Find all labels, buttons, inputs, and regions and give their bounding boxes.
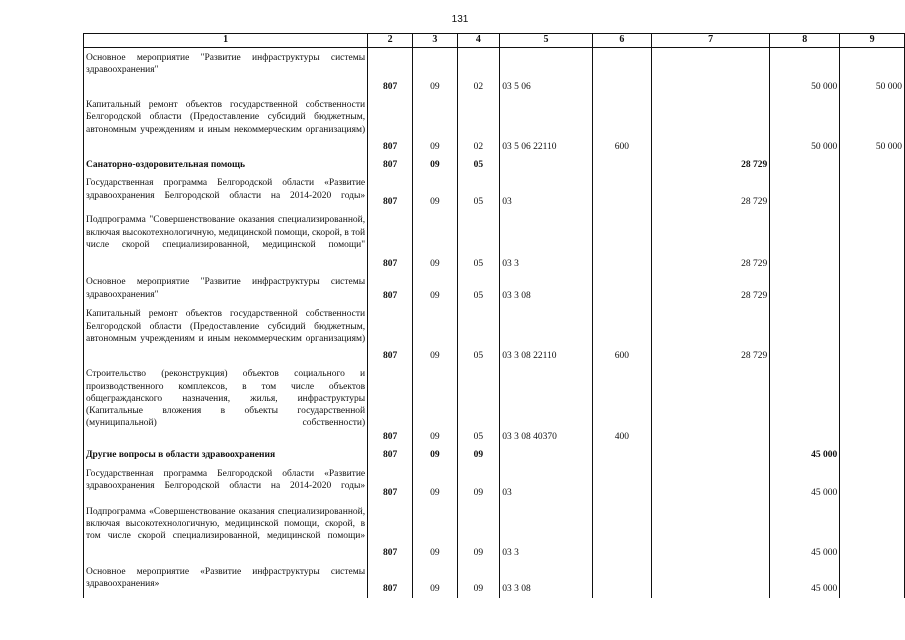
amount-col-9 [840, 210, 905, 272]
row-description: Подпрограмма "Совершенствование оказания специализированной, включая высокотехнологичную, медицинской помощи, скорой, в той числе скорой специализированной, медицинской помощи" [84, 210, 368, 272]
section-row [84, 445, 905, 463]
amount-col-7 [651, 47, 769, 95]
row-description: Капитальный ремонт объектов государственной собственности Белгородской области (Предоставление субсидий бюджетным, автономным учреждениям и иным некоммерческим организациям) [84, 95, 368, 155]
ministry-code: 807 [368, 464, 413, 502]
subsection-code: 09 [457, 502, 500, 562]
subsection-code: 09 [457, 464, 500, 502]
amount-col-9: 50 000 [840, 95, 905, 155]
section-code: 09 [413, 502, 457, 562]
target-article-code: 03 [500, 173, 592, 210]
amount-col-9 [840, 272, 905, 304]
section-code: 09 [413, 562, 457, 598]
table-row [84, 464, 905, 502]
row-description: Строительство (реконструкция) объектов социального и производственного комплексов, в том числе объектов общегражданского назначения, жилья, инфраструктуры (Капитальные вложения в объекты государственной (муниципальной) собственности) [84, 364, 368, 445]
table-row [84, 272, 905, 304]
amount-col-8 [770, 272, 840, 304]
expense-type-code: 400 [592, 364, 651, 445]
section-code: 09 [413, 95, 457, 155]
expense-type-code [592, 464, 651, 502]
amount-col-8 [770, 364, 840, 445]
ministry-code: 807 [368, 155, 413, 173]
ministry-code: 807 [368, 502, 413, 562]
column-header-9: 9 [840, 34, 905, 48]
expense-type-code: 600 [592, 95, 651, 155]
section-code: 09 [413, 304, 457, 364]
ministry-code: 807 [368, 272, 413, 304]
target-article-code: 03 3 08 [500, 272, 592, 304]
column-header-3: 3 [413, 34, 457, 48]
subsection-code: 05 [457, 304, 500, 364]
expense-type-code [592, 155, 651, 173]
amount-col-7 [651, 464, 769, 502]
budget-table [83, 33, 905, 598]
target-article-code: 03 3 08 22110 [500, 304, 592, 364]
amount-col-9 [840, 562, 905, 598]
subsection-code: 09 [457, 562, 500, 598]
table-row [84, 95, 905, 155]
row-description: Подпрограмма «Совершенствование оказания специализированной, включая высокотехнологичную, медицинской помощи, скорой, в том числе скорой специализированной, медицинской помощи» [84, 502, 368, 562]
target-article-code: 03 3 [500, 502, 592, 562]
section-code: 09 [413, 47, 457, 95]
section-code: 09 [413, 445, 457, 463]
amount-col-7: 28 729 [651, 304, 769, 364]
expense-type-code [592, 562, 651, 598]
row-description: Государственная программа Белгородской области «Развитие здравоохранения Белгородской области на 2014-2020 годы» [84, 464, 368, 502]
amount-col-8: 45 000 [770, 445, 840, 463]
ministry-code: 807 [368, 304, 413, 364]
amount-col-7: 28 729 [651, 155, 769, 173]
amount-col-7 [651, 95, 769, 155]
amount-col-9: 50 000 [840, 47, 905, 95]
section-code: 09 [413, 173, 457, 210]
amount-col-8 [770, 173, 840, 210]
amount-col-9 [840, 304, 905, 364]
ministry-code: 807 [368, 562, 413, 598]
target-article-code: 03 [500, 464, 592, 502]
column-header-2: 2 [368, 34, 413, 48]
row-description: Основное мероприятие "Развитие инфраструктуры системы здравоохранения" [84, 47, 368, 95]
target-article-code [500, 445, 592, 463]
row-description: Основное мероприятие «Развитие инфраструктуры системы здравоохранения» [84, 562, 368, 598]
table-row [84, 502, 905, 562]
table-body [84, 47, 905, 597]
section-code: 09 [413, 464, 457, 502]
column-header-1: 1 [84, 34, 368, 48]
expense-type-code [592, 173, 651, 210]
subsection-code: 05 [457, 364, 500, 445]
subsection-code: 02 [457, 95, 500, 155]
amount-col-8 [770, 210, 840, 272]
amount-col-7: 28 729 [651, 173, 769, 210]
column-header-7: 7 [651, 34, 769, 48]
row-description: Основное мероприятие "Развитие инфраструктуры системы здравоохранения" [84, 272, 368, 304]
expense-type-code [592, 210, 651, 272]
amount-col-8: 45 000 [770, 502, 840, 562]
row-description: Капитальный ремонт объектов государственной собственности Белгородской области (Предоставление субсидий бюджетным, автономным учреждениям и иным некоммерческим организациям) [84, 304, 368, 364]
row-description: Другие вопросы в области здравоохранения [84, 445, 368, 463]
subsection-code: 05 [457, 155, 500, 173]
ministry-code: 807 [368, 445, 413, 463]
expense-type-code [592, 445, 651, 463]
amount-col-8: 45 000 [770, 464, 840, 502]
amount-col-9 [840, 173, 905, 210]
amount-col-7: 28 729 [651, 272, 769, 304]
amount-col-9 [840, 445, 905, 463]
amount-col-9 [840, 364, 905, 445]
ministry-code: 807 [368, 47, 413, 95]
target-article-code: 03 3 08 [500, 562, 592, 598]
expense-type-code [592, 272, 651, 304]
row-description: Санаторно-оздоровительная помощь [84, 155, 368, 173]
amount-col-8 [770, 155, 840, 173]
column-header-4: 4 [457, 34, 500, 48]
subsection-code: 05 [457, 173, 500, 210]
row-description: Государственная программа Белгородской области «Развитие здравоохранения Белгородской области на 2014-2020 годы» [84, 173, 368, 210]
table-row [84, 47, 905, 95]
ministry-code: 807 [368, 210, 413, 272]
amount-col-9 [840, 502, 905, 562]
subsection-code: 09 [457, 445, 500, 463]
amount-col-7 [651, 502, 769, 562]
header-row [84, 34, 905, 48]
amount-col-9 [840, 464, 905, 502]
ministry-code: 807 [368, 173, 413, 210]
table-row [84, 210, 905, 272]
ministry-code: 807 [368, 364, 413, 445]
section-code: 09 [413, 155, 457, 173]
target-article-code: 03 3 [500, 210, 592, 272]
table-row [84, 364, 905, 445]
amount-col-9 [840, 155, 905, 173]
table-row [84, 562, 905, 598]
subsection-code: 05 [457, 272, 500, 304]
amount-col-8: 45 000 [770, 562, 840, 598]
amount-col-8: 50 000 [770, 47, 840, 95]
section-code: 09 [413, 364, 457, 445]
subsection-code: 05 [457, 210, 500, 272]
subsection-code: 02 [457, 47, 500, 95]
target-article-code: 03 5 06 22110 [500, 95, 592, 155]
section-code: 09 [413, 210, 457, 272]
target-article-code: 03 3 08 40370 [500, 364, 592, 445]
page-number: 131 [451, 14, 469, 25]
column-header-6: 6 [592, 34, 651, 48]
table-row [84, 173, 905, 210]
amount-col-7 [651, 364, 769, 445]
expense-type-code: 600 [592, 304, 651, 364]
table-row [84, 304, 905, 364]
column-header-8: 8 [770, 34, 840, 48]
section-row [84, 155, 905, 173]
section-code: 09 [413, 272, 457, 304]
target-article-code [500, 155, 592, 173]
amount-col-7: 28 729 [651, 210, 769, 272]
column-header-5: 5 [500, 34, 592, 48]
expense-type-code [592, 47, 651, 95]
amount-col-8 [770, 304, 840, 364]
ministry-code: 807 [368, 95, 413, 155]
target-article-code: 03 5 06 [500, 47, 592, 95]
amount-col-7 [651, 445, 769, 463]
amount-col-7 [651, 562, 769, 598]
expense-type-code [592, 502, 651, 562]
amount-col-8: 50 000 [770, 95, 840, 155]
